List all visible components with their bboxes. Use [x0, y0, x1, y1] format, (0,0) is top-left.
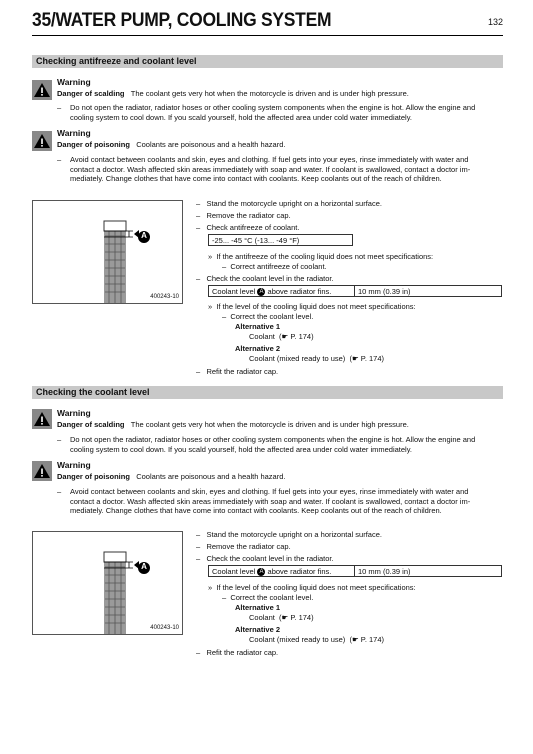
alternative-text: Coolant (mixed ready to use) (☛ P. 174): [249, 354, 385, 363]
coolant-level-spec-label: Coolant level A above radiator fins.: [208, 565, 355, 577]
step-line: – Remove the radiator cap.: [196, 211, 291, 220]
pointing-hand-icon: ☛: [351, 635, 359, 644]
alternative-title: Alternative 2: [235, 344, 281, 353]
alternative-text: Coolant (☛ P. 174): [249, 613, 314, 622]
warning-label: Danger of scalding: [57, 89, 125, 98]
figure-id: 400243-10: [150, 294, 179, 300]
note-line: Do not open the radiator, radiator hoses or other cooling system components when the engine is hot. Allow the engine and: [70, 103, 476, 112]
warning-heading: Warning: [57, 128, 91, 138]
step-line: – Stand the motorcycle upright on a horizontal surface.: [196, 530, 382, 539]
note-line: contact a doctor. Wash affected skin areas immediately with soap and water. If coolant is swallowed, contact a doctor im-: [70, 164, 471, 174]
step-line: – Check the coolant level in the radiator.: [196, 274, 334, 283]
coolant-level-spec-value: 10 mm (0.39 in): [354, 285, 502, 297]
alternative-title: Alternative 1: [235, 322, 281, 331]
header-rule: [32, 35, 503, 36]
callout-a-icon: A: [259, 289, 264, 296]
action-line: – Correct the coolant level.: [222, 593, 314, 602]
note-line: mediately. Change clothes that have come into contact with coolants. Keep coolants out of the reach of children.: [70, 506, 442, 516]
condition-line: » If the antifreeze of the cooling liquid does not meet specifications:: [208, 252, 434, 261]
warning-line: [57, 89, 409, 98]
warning-line: [57, 472, 285, 481]
warning-text: The coolant gets very hot when the motorcycle is driven and is under high pressure.: [130, 89, 409, 98]
warning-note: [70, 435, 502, 454]
warning-label: Danger of poisoning: [57, 472, 130, 481]
pointing-hand-icon: ☛: [281, 613, 289, 622]
warning-note: [70, 155, 502, 184]
bullet-dash: –: [57, 155, 62, 164]
step-line: – Remove the radiator cap.: [196, 542, 291, 551]
warning-heading: Warning: [57, 460, 91, 470]
antifreeze-spec: -25... -45 °C (-13... -49 °F): [208, 234, 353, 246]
warning-line: [57, 140, 285, 149]
radiator-figure: [32, 531, 183, 635]
callout-letter: A: [141, 231, 147, 240]
step-line: – Check the coolant level in the radiator.: [196, 554, 334, 563]
step-line: – Check antifreeze of coolant.: [196, 223, 300, 232]
step-line: – Stand the motorcycle upright on a horizontal surface.: [196, 199, 382, 208]
radiator-illustration: [33, 201, 182, 303]
warning-label: Danger of poisoning: [57, 140, 130, 149]
step-line: – Refit the radiator cap.: [196, 648, 279, 657]
alternative-text: Coolant (☛ P. 174): [249, 332, 314, 341]
warning-text: Coolants are poisonous and a health hazard.: [136, 140, 286, 149]
warning-triangle-icon: [32, 461, 52, 481]
alternative-title: Alternative 2: [235, 625, 281, 634]
figure-id: 400243-10: [150, 625, 179, 631]
radiator-illustration: [33, 532, 182, 634]
note-line: cooling system to cool down. If you scald yourself, hold the affected area under cold water immediately.: [70, 112, 412, 122]
warning-text: The coolant gets very hot when the motorcycle is driven and is under high pressure.: [130, 420, 409, 429]
warning-triangle-icon: [32, 409, 52, 429]
note-line: mediately. Change clothes that have come into contact with coolants. Keep coolants out of the reach of children.: [70, 174, 442, 184]
warning-text: Coolants are poisonous and a health hazard.: [136, 472, 286, 481]
note-line: Avoid contact between coolants and skin, eyes and clothing. If fuel gets into your eyes, rinse immediately with water and: [70, 155, 469, 164]
radiator-figure: [32, 200, 183, 304]
coolant-level-spec-value: 10 mm (0.39 in): [354, 565, 502, 577]
warning-heading: Warning: [57, 408, 91, 418]
bullet-dash: –: [57, 103, 62, 112]
step-line: – Refit the radiator cap.: [196, 367, 279, 376]
alternative-text: Coolant (mixed ready to use) (☛ P. 174): [249, 635, 385, 644]
alternative-title: Alternative 1: [235, 603, 281, 612]
action-line: – Correct the coolant level.: [222, 312, 314, 321]
bullet-dash: –: [57, 487, 62, 496]
callout-letter: A: [141, 562, 147, 571]
condition-line: » If the level of the cooling liquid does not meet specifications:: [208, 302, 416, 311]
callout-a-icon: A: [259, 569, 264, 576]
section-title-coolant-level: Checking the coolant level: [32, 386, 503, 399]
note-line: Do not open the radiator, radiator hoses or other cooling system components when the engine is hot. Allow the engine and: [70, 435, 476, 444]
warning-note: [70, 103, 502, 122]
condition-line: » If the level of the cooling liquid does not meet specifications:: [208, 583, 416, 592]
warning-label: Danger of scalding: [57, 420, 125, 429]
coolant-level-spec-label: Coolant level A above radiator fins.: [208, 285, 355, 297]
page-title: 35/WATER PUMP, COOLING SYSTEM: [32, 10, 332, 31]
action-line: – Correct antifreeze of coolant.: [222, 262, 327, 271]
pointing-hand-icon: ☛: [281, 332, 289, 341]
note-line: cooling system to cool down. If you scald yourself, hold the affected area under cold water immediately.: [70, 444, 412, 454]
warning-triangle-icon: [32, 131, 52, 151]
page-number: 132: [487, 17, 503, 27]
pointing-hand-icon: ☛: [351, 354, 359, 363]
warning-note: [70, 487, 502, 516]
warning-heading: Warning: [57, 77, 91, 87]
note-line: Avoid contact between coolants and skin, eyes and clothing. If fuel gets into your eyes, rinse immediately with water and: [70, 487, 469, 496]
section-title-antifreeze: Checking antifreeze and coolant level: [32, 55, 503, 68]
warning-line: [57, 420, 409, 429]
bullet-dash: –: [57, 435, 62, 444]
note-line: contact a doctor. Wash affected skin areas immediately with soap and water. If coolant is swallowed, contact a doctor im-: [70, 496, 471, 506]
warning-triangle-icon: [32, 80, 52, 100]
